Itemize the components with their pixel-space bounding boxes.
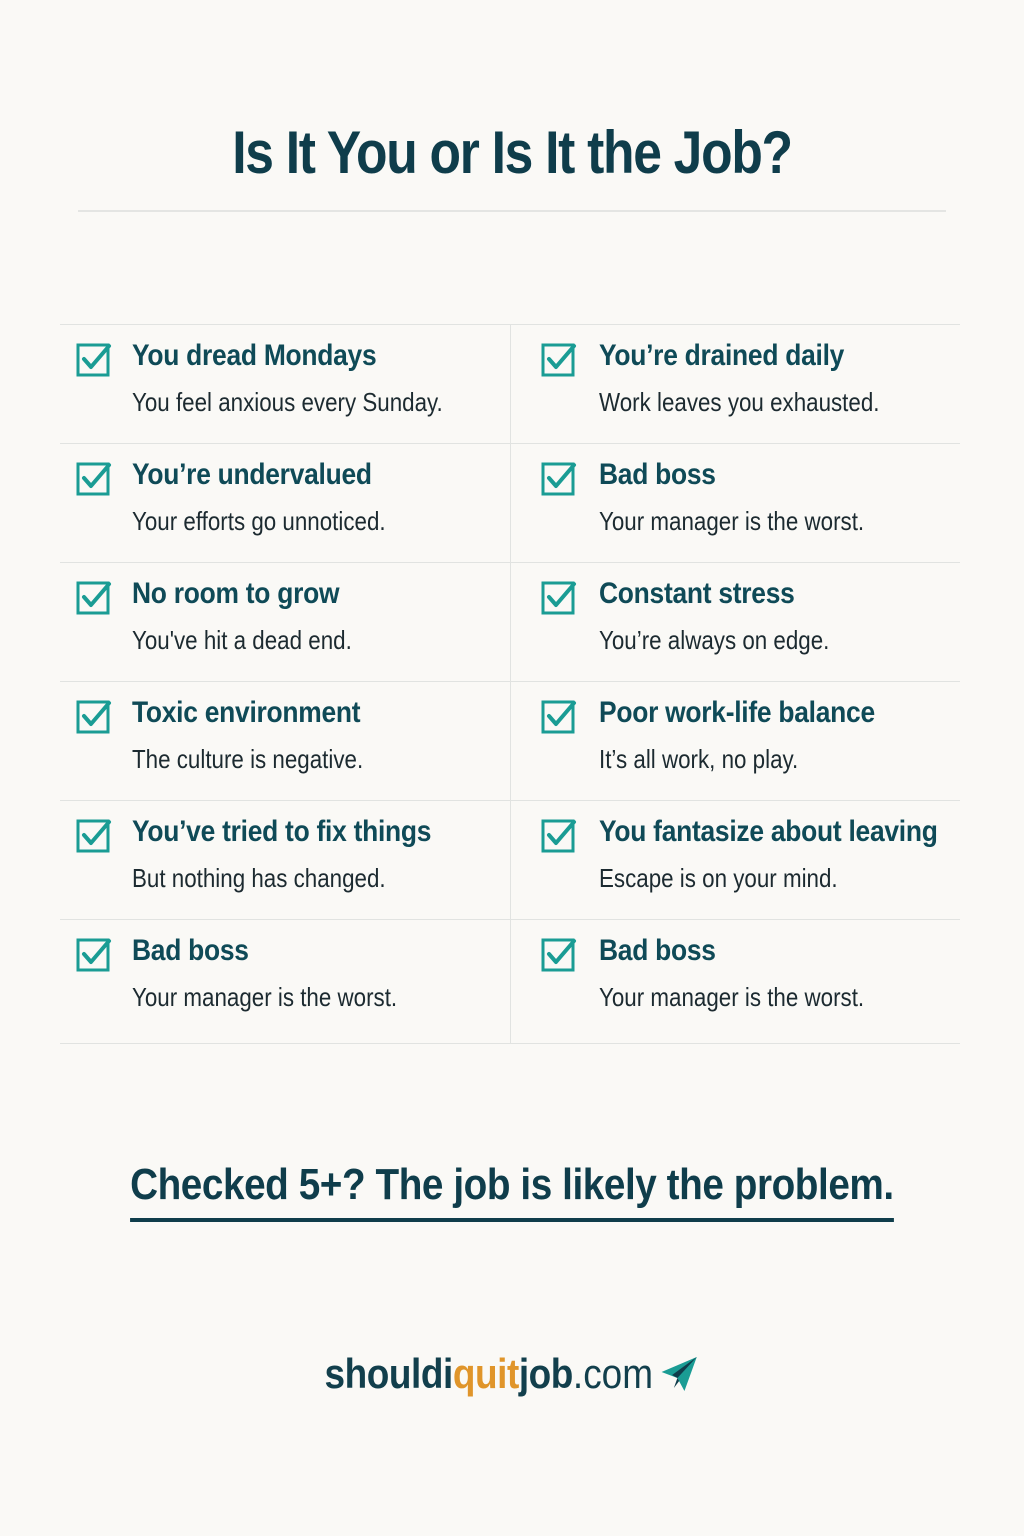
site-logo [0,1350,1024,1398]
item-title: You’re undervalued [132,458,372,491]
logo-part-job: job [519,1350,574,1397]
checklist-item [60,325,510,443]
item-description: You've hit a dead end. [132,625,352,655]
item-description: Your manager is the worst. [599,982,865,1012]
checklist-row [60,563,960,682]
paper-plane-icon [660,1354,699,1394]
item-title: No room to grow [132,577,340,610]
checklist-item [510,682,960,800]
checklist-item [60,682,510,800]
item-title: You’re drained daily [599,339,845,372]
checklist-item [60,444,510,562]
checkbox-checked-icon [541,698,577,734]
title-divider [78,210,946,212]
checklist-row [60,920,960,1044]
item-description: It’s all work, no play. [599,744,799,774]
item-description: The culture is negative. [132,744,364,774]
item-title: Constant stress [599,577,795,610]
checkbox-checked-icon [76,936,112,972]
checkbox-checked-icon [541,817,577,853]
logo-part-quit: quit [453,1350,520,1397]
page-title: Is It You or Is It the Job? [232,119,792,186]
item-title: You’ve tried to fix things [132,815,432,848]
item-title: Poor work-life balance [599,696,875,729]
logo-part-shouldi: shouldi [324,1350,454,1397]
item-title: Bad boss [599,458,716,491]
checklist-item [510,325,960,443]
checklist-row [60,801,960,920]
checklist-grid [60,324,960,1044]
item-title: Bad boss [599,934,716,967]
item-description: You’re always on edge. [599,625,830,655]
checklist-item [60,563,510,681]
item-description: You feel anxious every Sunday. [132,387,443,417]
item-title: Bad boss [132,934,249,967]
item-description: Escape is on your mind. [599,863,838,893]
item-description: Your manager is the worst. [132,982,398,1012]
checkbox-checked-icon [76,460,112,496]
checklist-item [60,801,510,919]
item-description: But nothing has changed. [132,863,386,893]
call-to-action [0,1160,1024,1222]
checkbox-checked-icon [76,579,112,615]
checkbox-checked-icon [541,579,577,615]
item-description: Your efforts go unnoticed. [132,506,386,536]
item-title: Toxic environment [132,696,361,729]
item-description: Your manager is the worst. [599,506,865,536]
checkbox-checked-icon [76,698,112,734]
checklist-row [60,325,960,444]
checkbox-checked-icon [541,460,577,496]
cta-text: Checked 5+? The job is likely the problem. [130,1160,894,1222]
item-description: Work leaves you exhausted. [599,387,880,417]
checklist-item [510,920,960,1043]
checkbox-checked-icon [76,817,112,853]
checkbox-checked-icon [76,341,112,377]
item-title: You dread Mondays [132,339,377,372]
checkbox-checked-icon [541,341,577,377]
item-title: You fantasize about leaving [599,815,938,848]
checklist-item [60,920,510,1043]
logo-wordmark [325,1350,699,1398]
checklist-row [60,682,960,801]
checkbox-checked-icon [541,936,577,972]
checklist-item [510,444,960,562]
checklist-row [60,444,960,563]
checklist-item [510,563,960,681]
logo-part-tld: .com [573,1350,654,1397]
checklist-item [510,801,960,919]
